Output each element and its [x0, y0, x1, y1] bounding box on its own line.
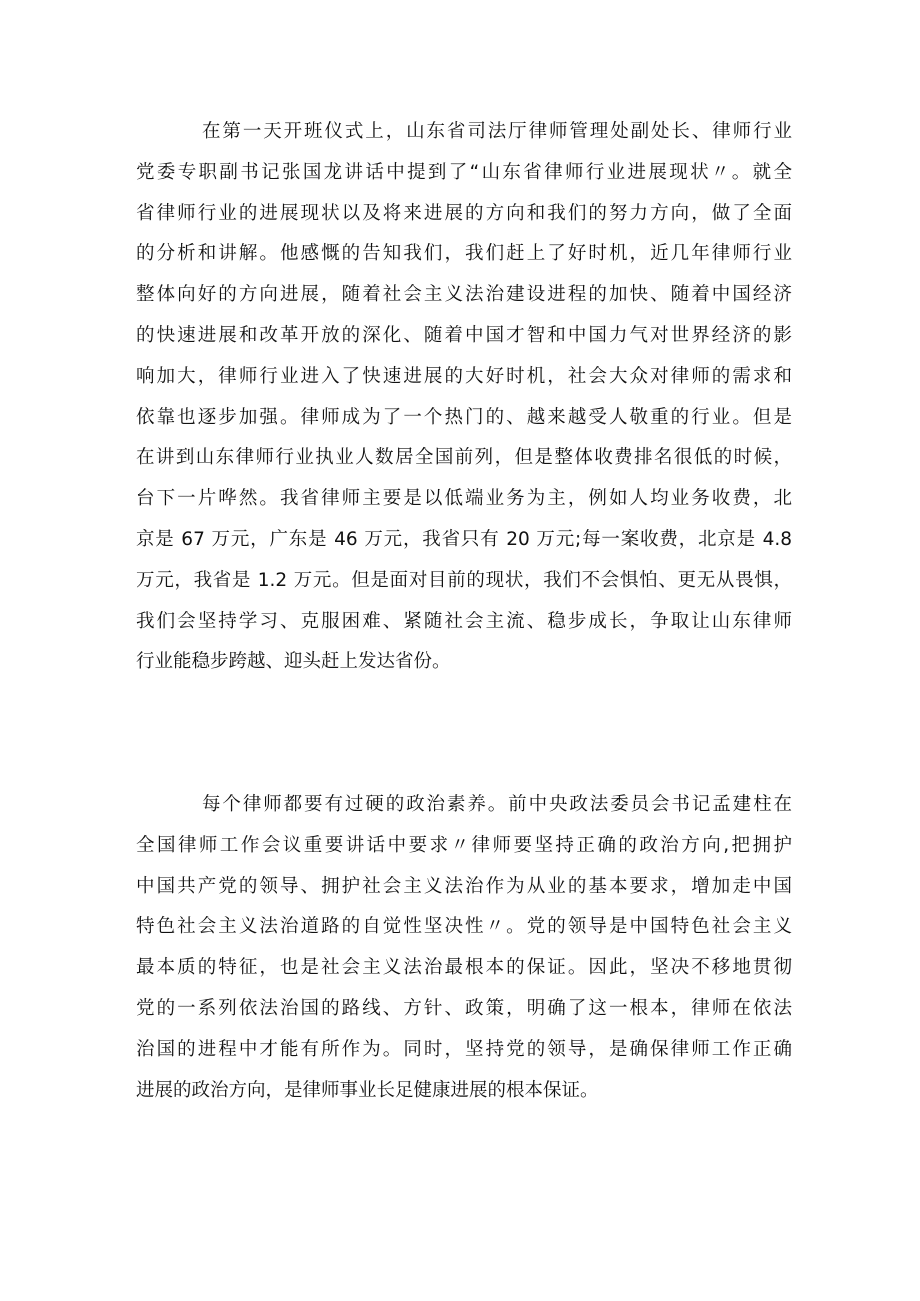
text-line: 中国共产党的领导、拥护社会主义法治作为从业的基本要求，增加走中国 [136, 875, 792, 897]
paragraph-1 [136, 112, 792, 683]
text-line: 进展的政治方向，是律师事业长足健康进展的根本保证。 [136, 1079, 599, 1101]
text-line: 整体向好的方向进展，随着社会主义法治建设进程的加快、随着中国经济 [136, 284, 792, 306]
text-line: 治国的进程中才能有所作为。同时，坚持党的领导，是确保律师工作正确 [136, 1038, 792, 1060]
text-line: 依靠也逐步加强。律师成为了一个热门的、越来越受人敬重的行业。但是 [136, 406, 792, 428]
text-line: 省律师行业的进展现状以及将来进展的方向和我们的努力方向，做了全面 [136, 202, 792, 224]
text-line: 特色社会主义法治道路的自觉性坚决性〃。党的领导是中国特色社会主义 [136, 916, 792, 938]
text-line: 在讲到山东律师行业执业人数居全国前列，但是整体收费排名很低的时候， [136, 447, 792, 469]
text-line: 台下一片哗然。我省律师主要是以低端业务为主，例如人均业务收费，北 [136, 488, 792, 510]
text-line: 的快速进展和改革开放的深化、随着中国才智和中国力气对世界经济的影 [136, 324, 792, 346]
text-line: 党的一系列依法治国的路线、方针、政策，明确了这一根本，律师在依法 [136, 997, 792, 1019]
paragraph-2 [136, 785, 792, 1111]
text-line: 最本质的特征，也是社会主义法治最根本的保证。因此，坚决不移地贯彻 [136, 957, 792, 979]
text-line: 京是 67 万元，广东是 46 万元，我省只有 20 万元;每一案收费，北京是 4.8 [136, 528, 792, 550]
text-line: 在第一天开班仪式上，山东省司法厅律师管理处副处长、律师行业 [202, 121, 792, 142]
text-line: 的分析和讲解。他感慨的告知我们，我们赶上了好时机，近几年律师行业 [136, 243, 792, 265]
text-line: 党委专职副书记张国龙讲话中提到了“山东省律师行业进展现状〃。就全 [136, 161, 792, 183]
text-line: 每个律师都要有过硬的政治素养。前中央政法委员会书记孟建柱在 [202, 794, 792, 815]
text-line: 行业能稳步跨越、迎头赶上发达省份。 [136, 651, 451, 673]
text-line: 全国律师工作会议重要讲话中要求〃律师要坚持正确的政治方向,把拥护 [136, 834, 792, 856]
text-line: 我们会坚持学习、克服困难、紧随社会主流、稳步成长，争取让山东律师 [136, 610, 792, 632]
text-line: 响加大，律师行业进入了快速进展的大好时机，社会大众对律师的需求和 [136, 365, 792, 387]
text-line: 万元，我省是 1.2 万元。但是面对目前的现状，我们不会惧怕、更无从畏惧， [136, 569, 792, 591]
